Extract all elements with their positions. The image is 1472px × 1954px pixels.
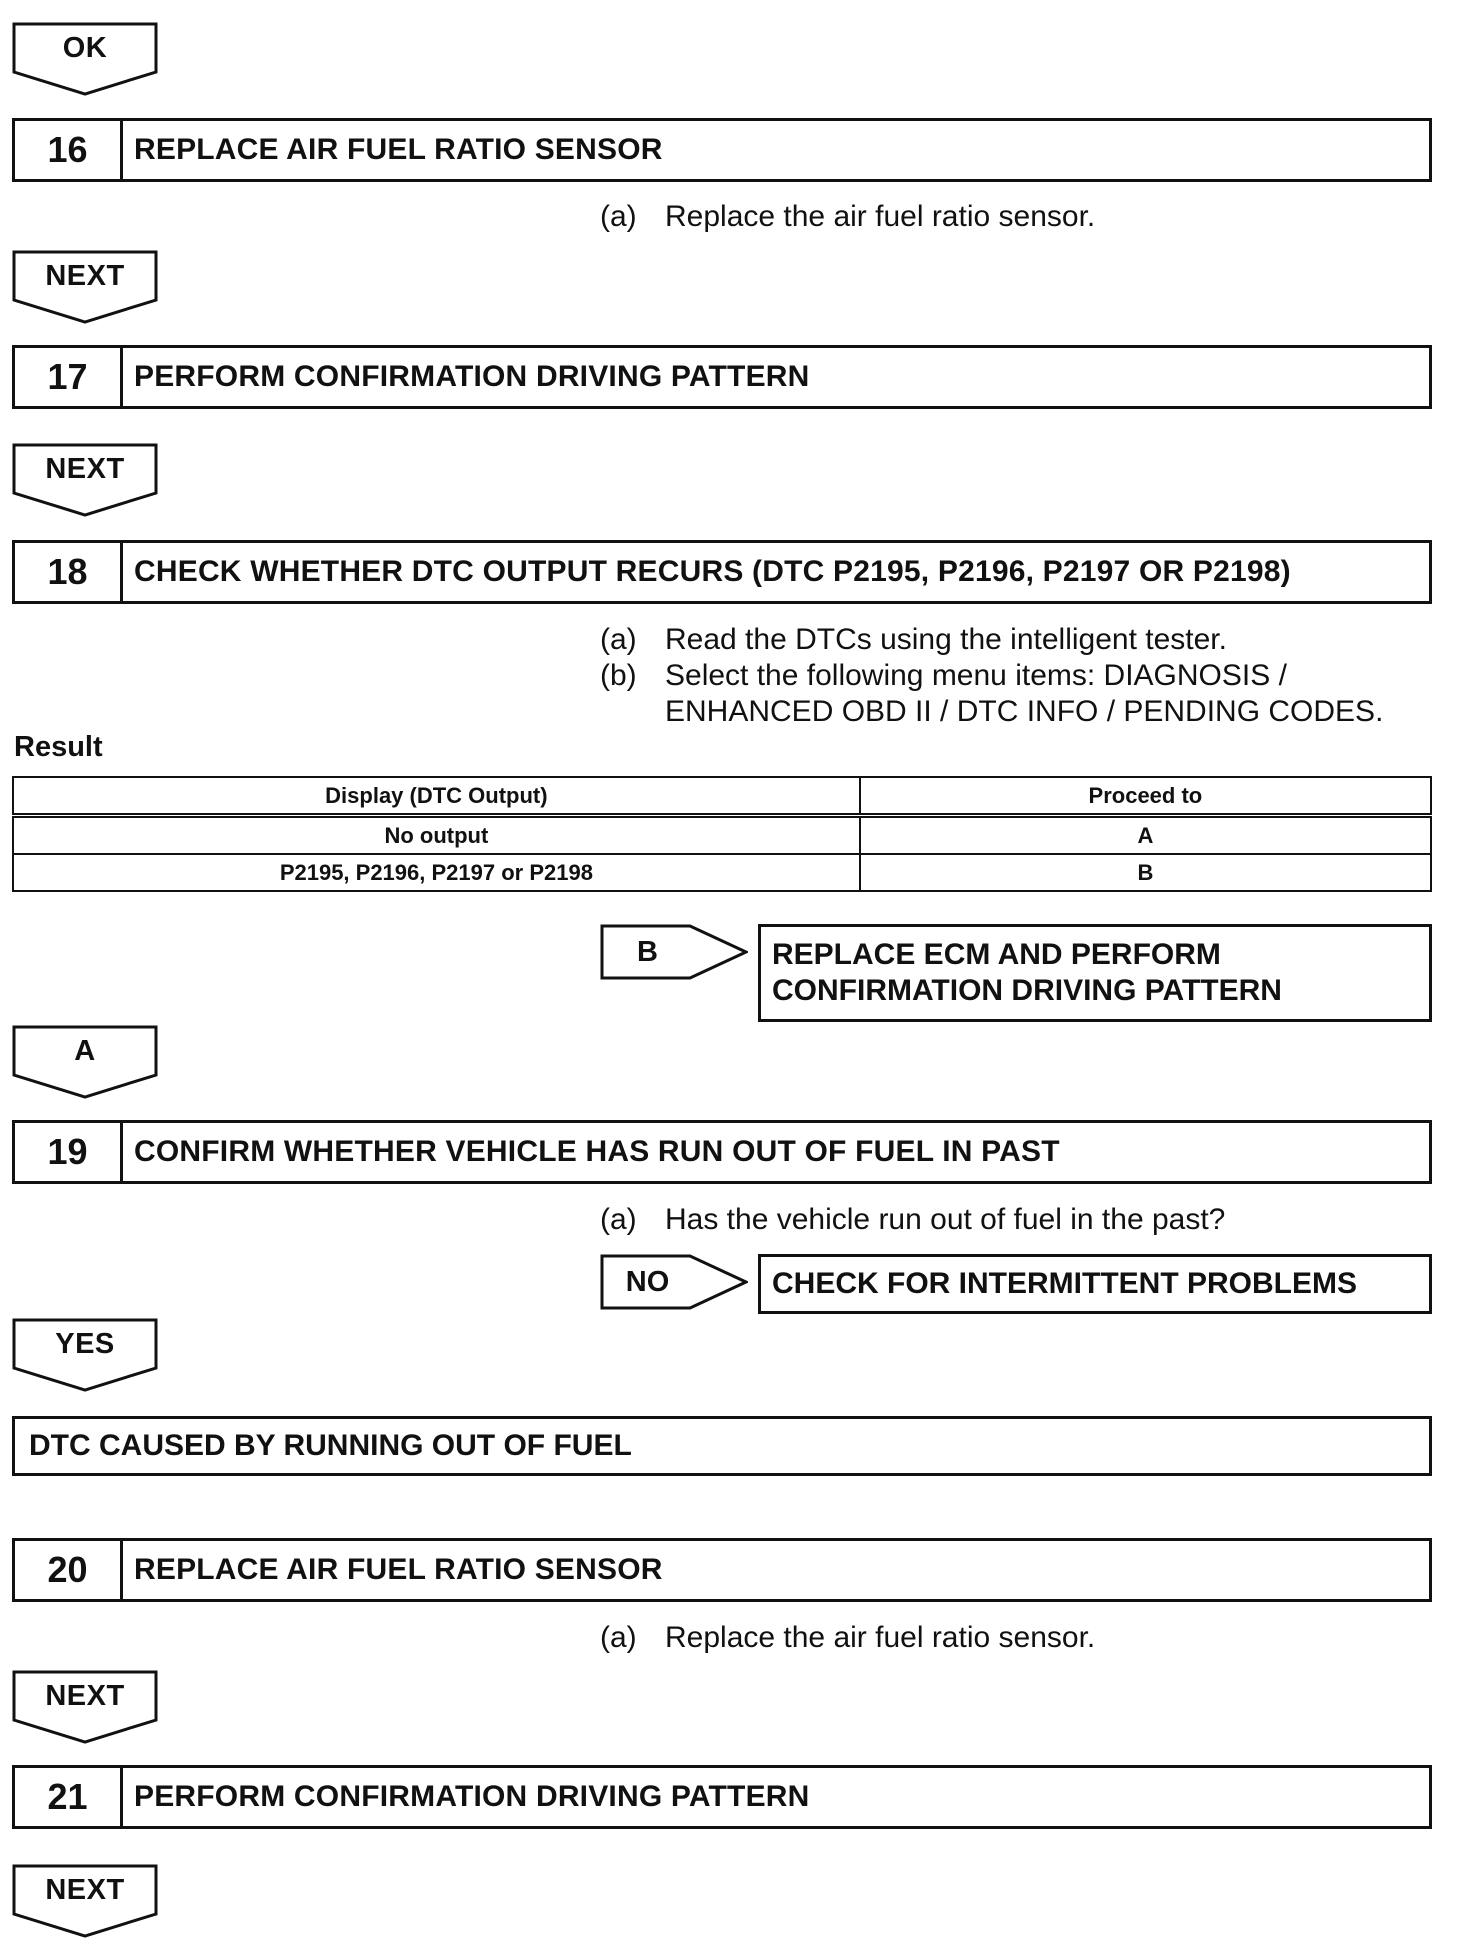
table-cell: B xyxy=(860,854,1431,891)
instruction-text: Has the vehicle run out of fuel in the past? xyxy=(665,1203,1226,1236)
step-19 xyxy=(12,1120,1432,1184)
step-number: 20 xyxy=(15,1541,123,1599)
step-title: PERFORM CONFIRMATION DRIVING PATTERN xyxy=(134,1780,810,1813)
instruction-text: Replace the air fuel ratio sensor. xyxy=(665,1621,1096,1654)
step-20 xyxy=(12,1538,1432,1602)
result-table xyxy=(12,776,1432,892)
step18-instruction-b-continued: ENHANCED OBD II / DTC INFO / PENDING CODES. xyxy=(665,695,1384,728)
step-title: CHECK WHETHER DTC OUTPUT RECURS (DTC P2195, P2196, P2197 OR P2198) xyxy=(134,555,1291,588)
instruction-text: Read the DTCs using the intelligent tester. xyxy=(665,623,1227,656)
ok-tag-label: OK xyxy=(62,32,108,64)
instruction-marker: (a) xyxy=(600,1621,637,1654)
yes-tag xyxy=(12,1318,158,1392)
table-cell: P2195, P2196, P2197 or P2198 xyxy=(13,854,860,891)
step-number: 18 xyxy=(15,543,123,601)
a-tag xyxy=(12,1025,158,1099)
next-tag xyxy=(12,1864,158,1938)
table-cell: No output xyxy=(13,816,860,855)
outcome-line: REPLACE ECM AND PERFORM xyxy=(772,938,1221,971)
intermittent-problems-outcome xyxy=(758,1254,1432,1314)
column-header: Proceed to xyxy=(860,777,1431,816)
instruction-text: Select the following menu items: DIAGNOSIS / xyxy=(665,659,1287,692)
a-tag-label: A xyxy=(74,1035,96,1067)
instruction-marker: (a) xyxy=(600,200,637,233)
step-number: 16 xyxy=(15,121,123,179)
step-title: PERFORM CONFIRMATION DRIVING PATTERN xyxy=(134,360,810,393)
instruction-marker: (a) xyxy=(600,1203,637,1236)
step-title: REPLACE AIR FUEL RATIO SENSOR xyxy=(134,1553,663,1586)
instruction-marker: (b) xyxy=(600,659,637,692)
step-number: 19 xyxy=(15,1123,123,1181)
conclusion-box: DTC CAUSED BY RUNNING OUT OF FUEL xyxy=(12,1416,1432,1476)
instruction-text: Replace the air fuel ratio sensor. xyxy=(665,200,1096,233)
table-row xyxy=(13,854,1431,891)
yes-tag-label: YES xyxy=(55,1328,115,1360)
ok-tag xyxy=(12,22,158,96)
step-18 xyxy=(12,540,1432,604)
step-number: 17 xyxy=(15,348,123,406)
step-21 xyxy=(12,1765,1432,1829)
column-header: Display (DTC Output) xyxy=(13,777,860,816)
step-17 xyxy=(12,345,1432,409)
step-16 xyxy=(12,118,1432,182)
next-tag-label: NEXT xyxy=(45,260,125,292)
table-row xyxy=(13,816,1431,855)
instruction-marker: (a) xyxy=(600,623,637,656)
next-tag xyxy=(12,250,158,324)
b-tag-label: B xyxy=(637,936,658,968)
next-tag-label: NEXT xyxy=(45,1680,125,1712)
replace-ecm-outcome xyxy=(758,924,1432,1022)
outcome-line: CONFIRMATION DRIVING PATTERN xyxy=(772,974,1282,1007)
step-title: REPLACE AIR FUEL RATIO SENSOR xyxy=(134,133,663,166)
no-tag-label: NO xyxy=(625,1266,670,1298)
no-tag xyxy=(600,1254,748,1310)
next-tag xyxy=(12,443,158,517)
next-tag xyxy=(12,1670,158,1744)
table-cell: A xyxy=(860,816,1431,855)
result-label: Result xyxy=(14,731,103,763)
step-number: 21 xyxy=(15,1768,123,1826)
next-tag-label: NEXT xyxy=(45,1874,125,1906)
next-tag-label: NEXT xyxy=(45,453,125,485)
outcome-line: CHECK FOR INTERMITTENT PROBLEMS xyxy=(772,1267,1357,1300)
step-title: CONFIRM WHETHER VEHICLE HAS RUN OUT OF FUEL IN PAST xyxy=(134,1135,1060,1168)
b-tag xyxy=(600,924,748,980)
table-header-row xyxy=(13,777,1431,816)
